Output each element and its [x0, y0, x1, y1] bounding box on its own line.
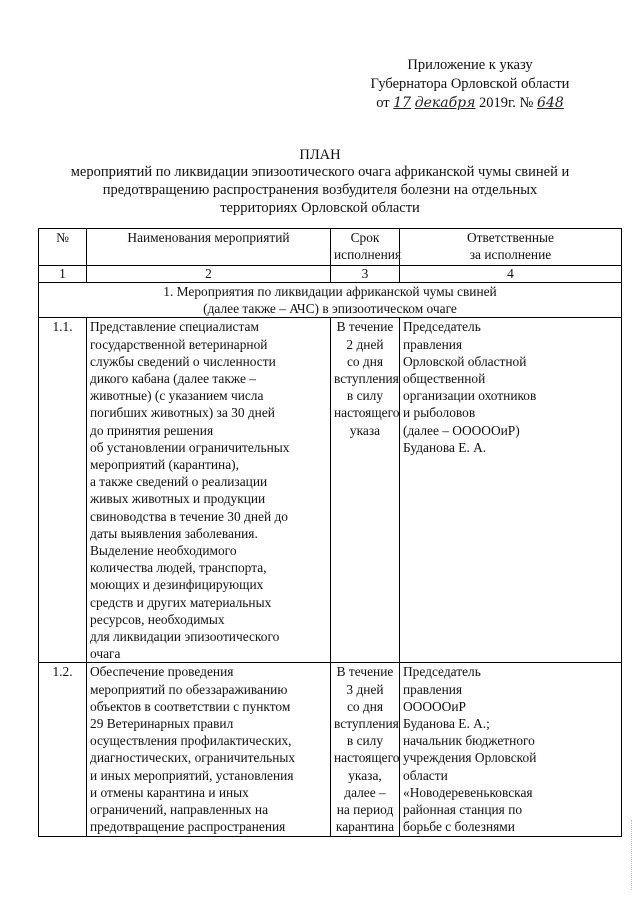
responsible-line: начальник бюджетного — [403, 733, 535, 749]
measure-line: дикого кабана (далее также – — [90, 371, 256, 387]
approval-line-2: Губернатора Орловской области — [370, 76, 570, 92]
measure-line: объектов в соответствии с пунктом — [90, 698, 291, 714]
measure-line: средств и других материальных — [90, 594, 272, 610]
header-resp-line: Ответственные — [467, 230, 554, 245]
measure-line: количества людей, транспорта, — [90, 560, 267, 576]
measure-line: и иных мероприятий, установления — [90, 767, 294, 783]
column-number: 1 — [39, 266, 87, 283]
term-line: 3 дней — [346, 681, 384, 697]
responsible-line: учреждения Орловской — [403, 750, 537, 766]
approval-date-line — [345, 94, 595, 113]
approval-block — [345, 56, 595, 113]
measure-line: диагностических, ограничительных — [90, 750, 296, 766]
measure-responsible — [400, 663, 622, 836]
term-line: со дня — [346, 353, 384, 369]
plan-subtitle-line: территориях Орловской области — [220, 200, 420, 216]
section-row — [39, 283, 622, 318]
row-number: 1.1. — [39, 318, 87, 663]
column-number: 2 — [87, 266, 331, 283]
measure-line: живых животных и продукции — [90, 491, 266, 507]
measure-line: Представление специалистам — [90, 319, 259, 335]
measure-line: погибших животных) за 30 дней — [90, 405, 275, 421]
measure-line: осуществления профилактических, — [90, 733, 292, 749]
measure-line: до принятия решения — [90, 422, 214, 438]
term-line: вступления — [334, 371, 399, 387]
column-number-row — [39, 266, 622, 283]
responsible-line: Председатель — [403, 664, 481, 680]
approval-date-month: декабря — [414, 95, 476, 111]
term-line: на период — [336, 802, 394, 818]
term-line: настоящего — [334, 405, 400, 421]
term-line: В течение — [336, 319, 394, 335]
responsible-line: Председатель — [403, 319, 481, 335]
plan-title: ПЛАН — [299, 147, 341, 163]
responsible-line: общественной — [403, 371, 486, 387]
responsible-line: районная станция по — [403, 802, 523, 818]
approval-date-day: 17 — [393, 95, 412, 111]
responsible-line: Буданова Е. А.; — [403, 716, 490, 732]
responsible-line: (далее – ОООООиР) — [403, 422, 520, 438]
row-number: 1.2. — [39, 663, 87, 836]
measure-line: об установлении ограничительных — [90, 439, 290, 455]
responsible-line: организации охотников — [403, 388, 537, 404]
plan-subtitle-line: предотвращению распространения возбудителя болезни на отдельных — [102, 182, 538, 198]
measure-term — [331, 318, 400, 663]
responsible-line: и рыболовов — [403, 405, 476, 421]
measure-line: Выделение необходимого — [90, 543, 237, 559]
responsible-line: Буданова Е. А. — [403, 439, 487, 455]
header-term-line: исполнения — [334, 247, 402, 263]
approval-number: 648 — [537, 95, 564, 111]
approval-date-year: 2019г. № — [479, 95, 534, 111]
responsible-line: ОООООиР — [403, 698, 466, 714]
measure-line: мероприятий (карантина), — [90, 457, 239, 473]
measure-line: моющих и дезинфицирующих — [90, 577, 264, 593]
section-title — [39, 283, 622, 318]
approval-line-1: Приложение к указу — [407, 57, 533, 73]
page-edge-mark — [631, 820, 638, 890]
measure-line: для ликвидации эпизоотического — [90, 629, 280, 645]
header-resp-line: за исполнение — [469, 247, 552, 263]
measure-line: ресурсов, необходимых — [90, 611, 225, 627]
header-responsible — [400, 229, 622, 266]
term-line: в силу — [346, 733, 384, 749]
measure-name — [87, 318, 331, 663]
measure-line: 29 Ветеринарных правил — [90, 716, 234, 732]
measure-line: даты выявления заболевания. — [90, 525, 258, 541]
measure-line: службы сведений о численности — [90, 353, 276, 369]
table-header-row — [39, 229, 622, 266]
measure-line: а также сведений о реализации — [90, 474, 268, 490]
approval-date-prefix: от — [376, 95, 390, 111]
term-line: указа, — [348, 767, 382, 783]
header-term — [331, 229, 400, 266]
table-row — [39, 318, 622, 663]
responsible-line: области — [403, 767, 448, 783]
header-term-line: Срок — [350, 230, 380, 245]
measure-line: Обеспечение проведения — [90, 664, 234, 680]
column-number: 3 — [331, 266, 400, 283]
measure-name — [87, 663, 331, 836]
section-title-line: (далее также – АЧС) в эпизоотическом очаге — [203, 301, 457, 317]
term-line: со дня — [346, 698, 384, 714]
measure-line: животные) (с указанием числа — [90, 388, 264, 404]
measure-line: мероприятий по обеззараживанию — [90, 681, 288, 697]
table-row — [39, 663, 622, 836]
measure-line: очага — [90, 646, 121, 662]
responsible-line: «Новодеревеньковская — [403, 784, 533, 800]
measure-line: ограничений, направленных на — [90, 802, 269, 818]
term-line: далее – — [344, 784, 386, 800]
responsible-line: Орловской областной — [403, 353, 527, 369]
term-line: карантина — [335, 819, 395, 835]
header-name: Наименования мероприятий — [87, 229, 331, 266]
measure-line: предотвращение распространения — [90, 819, 286, 835]
term-line: 2 дней — [346, 336, 384, 352]
plan-subtitle-line: мероприятий по ликвидации эпизоотического очага африканской чумы свиней и — [70, 164, 570, 180]
section-title-line: 1. Мероприятия по ликвидации африканской чумы свиней — [163, 284, 497, 299]
term-line: настоящего — [334, 750, 400, 766]
term-line: в силу — [346, 388, 384, 404]
measure-term — [331, 663, 400, 836]
measures-table — [38, 228, 622, 837]
column-number: 4 — [400, 266, 622, 283]
responsible-line: борьбе с болезнями — [403, 819, 515, 835]
plan-subtitle — [30, 163, 610, 217]
measure-line: государственной ветеринарной — [90, 336, 268, 352]
term-line: В течение — [336, 664, 394, 680]
measure-responsible — [400, 318, 622, 663]
header-num: № — [39, 229, 87, 266]
term-line: указа — [349, 422, 381, 438]
measure-line: и отмены карантина и иных — [90, 784, 249, 800]
responsible-line: правления — [403, 336, 463, 352]
term-line: вступления — [334, 716, 399, 732]
measure-line: свиноводства в течение 30 дней до — [90, 508, 288, 524]
responsible-line: правления — [403, 681, 463, 697]
